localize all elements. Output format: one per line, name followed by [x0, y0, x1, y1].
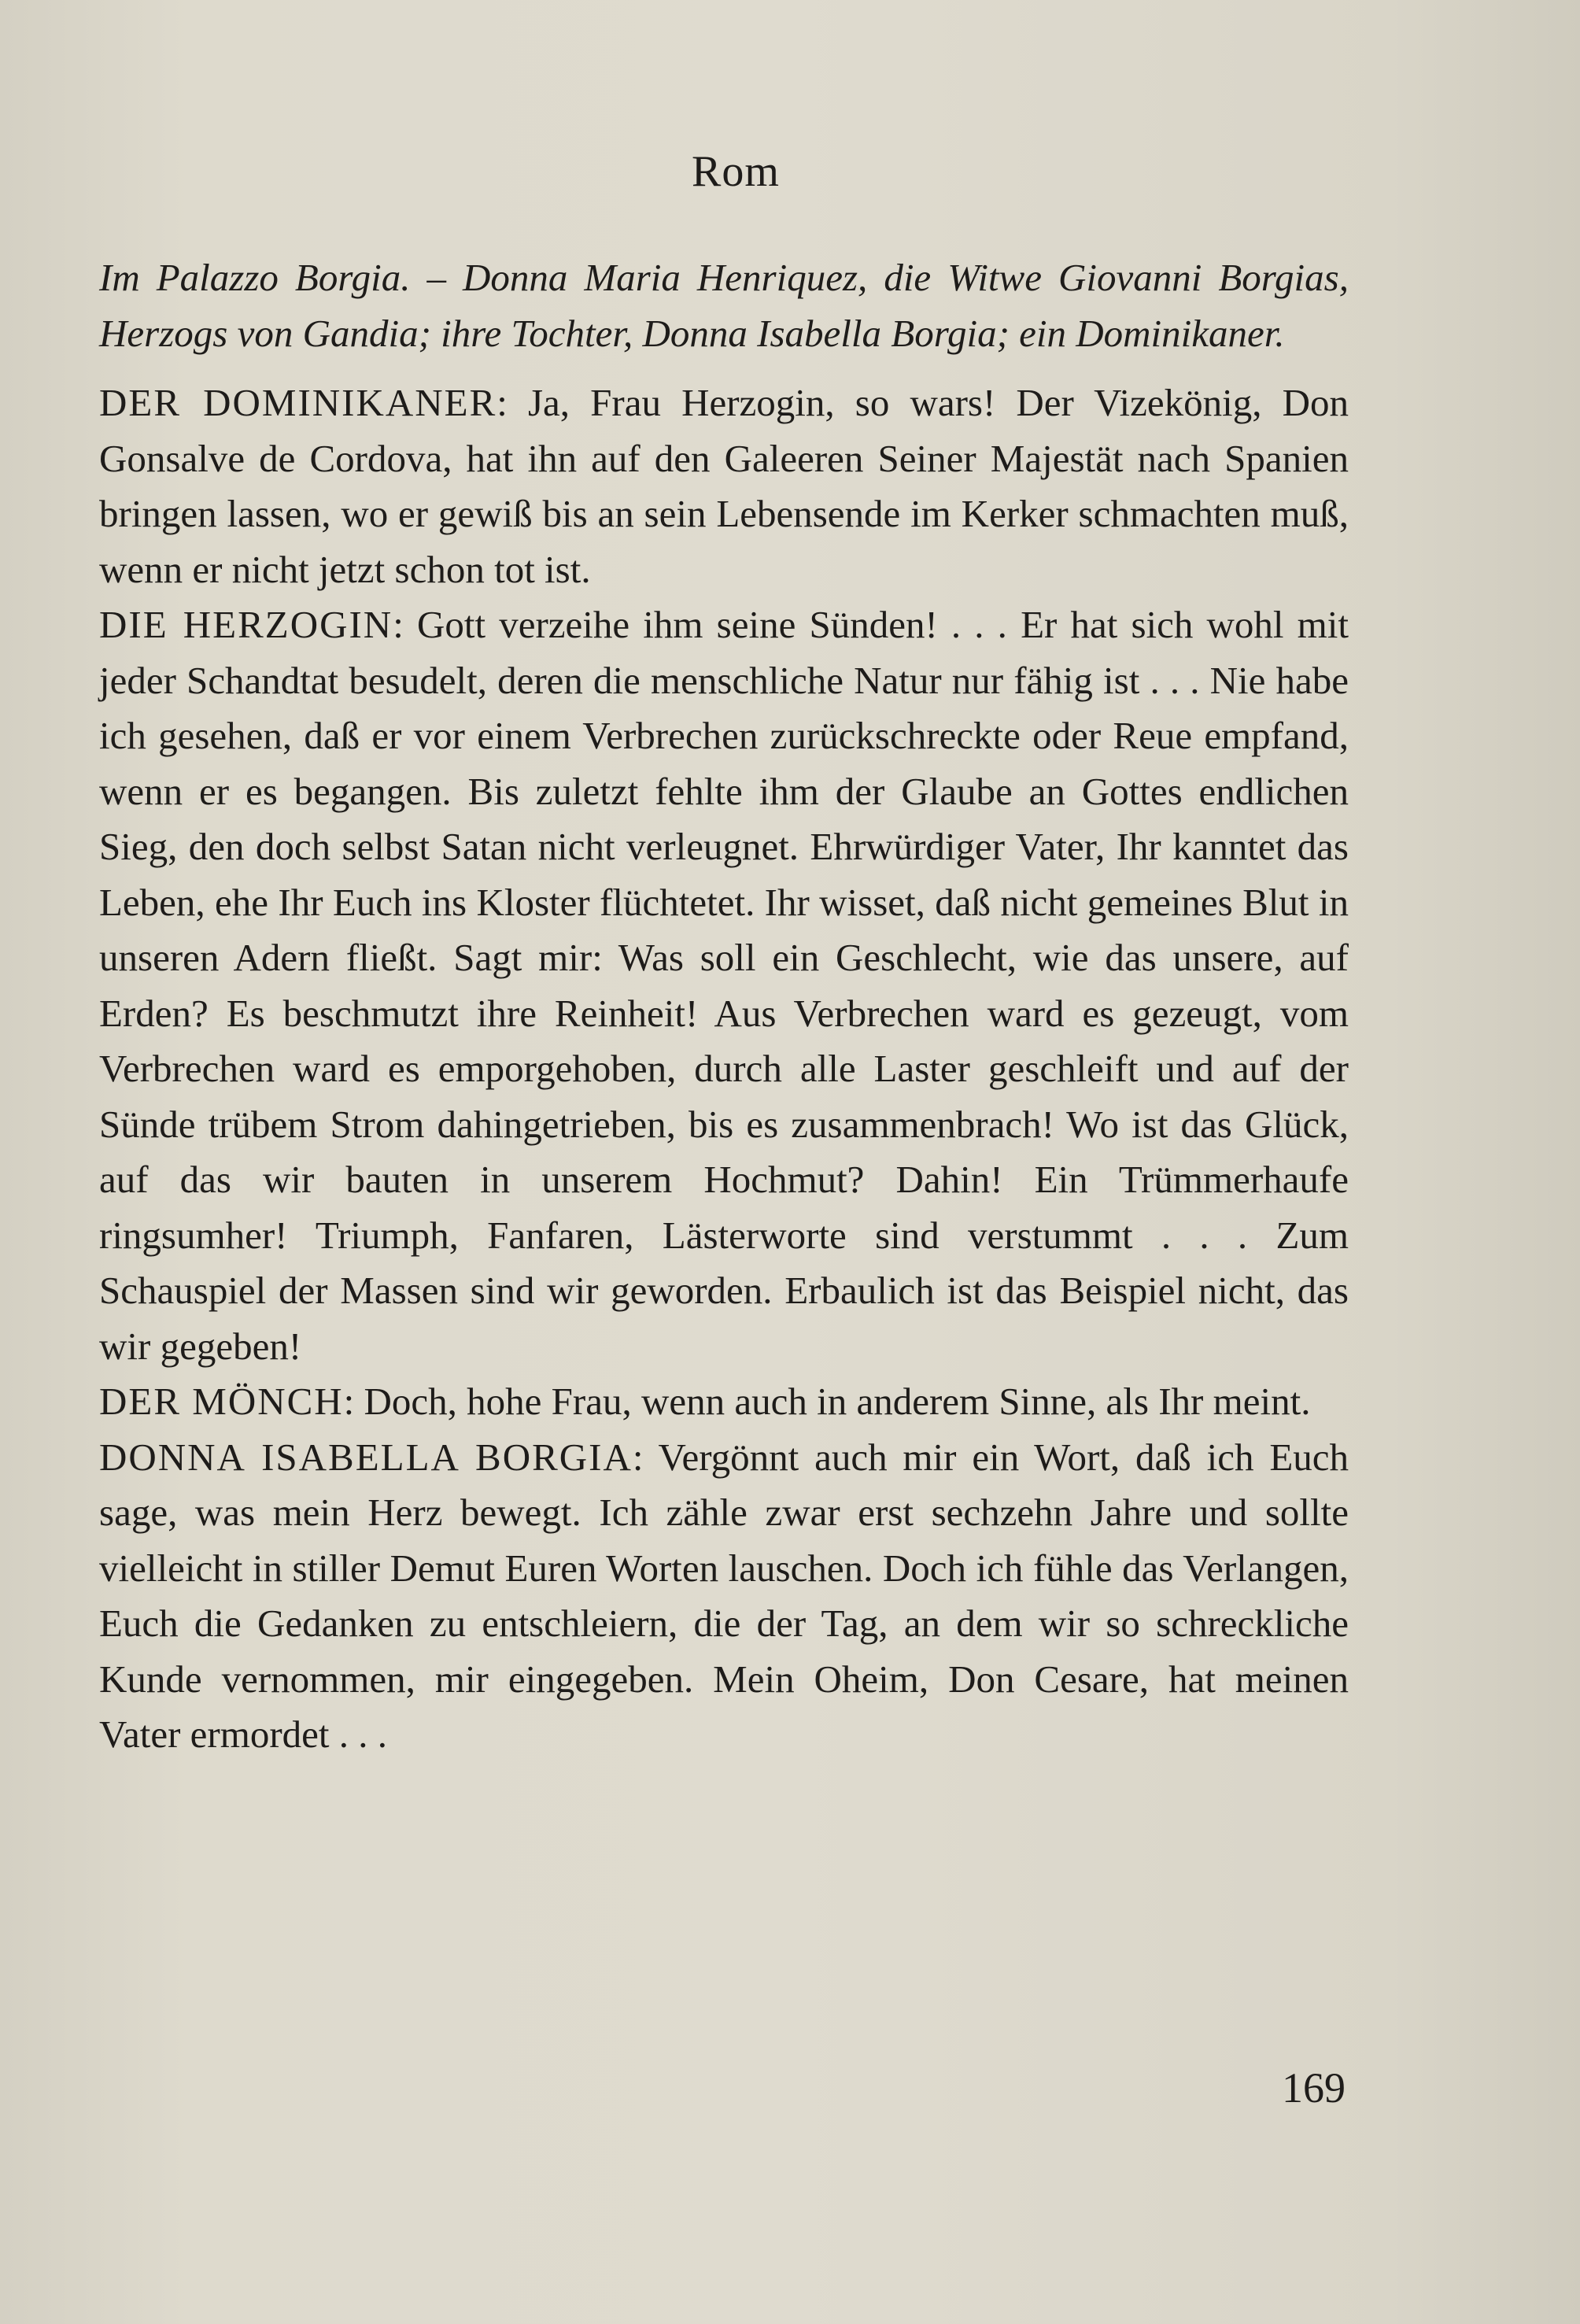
speaker-name: DONNA ISABELLA BORGIA — [99, 1435, 633, 1479]
speech-herzogin: DIE HERZOGIN: Gott verzeihe ihm seine Sünden! . . . Er hat sich wohl mit jeder Schandtat besudelt, deren die menschliche Natur nur fähig ist . . . Nie habe ich gesehen, daß er vor einem Verbrechen zurückschreckte oder Reue empfand, wenn er es begangen. Bis zuletzt fehlte ihm der Glaube an Gottes endlichen Sieg, den doch selbst Satan nicht verleugnet. Ehrwürdiger Vater, Ihr kanntet das Leben, ehe Ihr Euch ins Kloster flüchtetet. Ihr wisset, daß nicht gemeines Blut in unseren Adern fließt. Sagt mir: Was soll ein Geschlecht, wie das unsere, auf Erden? Es beschmutzt ihre Reinheit! Aus Verbrechen ward es gezeugt, vom Verbrechen ward es emporgehoben, durch alle Laster geschleift und auf der Sünde trübem Strom dahingetrieben, bis es zusammenbrach! Wo ist das Glück, auf das wir bauten in unserem Hochmut? Dahin! Ein Trümmerhaufe ringsumher! Triumph, Fanfaren, Lästerworte sind verstummt . . . Zum Schauspiel der Massen sind wir geworden. Erbaulich ist das Beispiel nicht, das wir gegeben! — [99, 603, 1349, 1368]
running-title: Rom — [692, 147, 780, 196]
speech-text: Doch, hohe Frau, wenn auch in anderem Sinne, als Ihr meint. — [364, 1380, 1311, 1423]
speech-dominikaner: DER DOMINIKANER: Ja, Frau Herzogin, so wars! Der Vizekönig, Don Gonsalve de Cordova, hat ihn auf den Galeeren Seiner Majestät nach Spanien bringen lassen, wo er gewiß bis an sein Lebensende im Kerker schmachten muß, wenn er nicht jetzt schon tot ist. — [99, 381, 1349, 591]
speech-moench: DER MÖNCH: Doch, hohe Frau, wenn auch in anderem Sinne, als Ihr meint. — [99, 1380, 1311, 1423]
speech-isabella: DONNA ISABELLA BORGIA: Vergönnt auch mir ein Wort, daß ich Euch sage, was mein Herz bewegt. Ich zähle zwar erst sechzehn Jahre und sollte vielleicht in stiller Demut Euren Worten lauschen. Doch ich fühle das Verlangen, Euch die Gedanken zu entschleiern, die der Tag, an dem wir so schreckliche Kunde vernommen, mir eingegeben. Mein Oheim, Don Cesare, hat meinen Vater ermordet . . . — [99, 1435, 1349, 1756]
speaker-name: DIE HERZOGIN — [99, 603, 393, 646]
speaker-name: DER MÖNCH — [99, 1380, 344, 1423]
speech-text: Vergönnt auch mir ein Wort, daß ich Euch sage, was mein Herz bewegt. Ich zähle zwar erst sechzehn Jahre und sollte vielleicht in stiller Demut Euren Worten lauschen. Doch ich fühle das Verlangen, Euch die Gedanken zu entschleiern, die der Tag, an dem wir so schreckliche Kunde vernommen, mir eingegeben. Mein Oheim, Don Cesare, hat meinen Vater ermordet . . . — [99, 1435, 1349, 1756]
speech-text: Ja, Frau Herzogin, so wars! Der Vizekönig, Don Gonsalve de Cordova, hat ihn auf den Galeeren Seiner Majestät nach Spanien bringen lassen, wo er gewiß bis an sein Lebensende im Kerker schmachten muß, wenn er nicht jetzt schon tot ist. — [99, 381, 1349, 591]
stage-direction: Im Palazzo Borgia. – Donna Maria Henriquez, die Witwe Giovanni Borgias, Herzogs von Gandia; ihre Tochter, Donna Isabella Borgia; ein Dominikaner. — [99, 256, 1349, 355]
speaker-name: DER DOMINIKANER — [99, 381, 497, 424]
page-number: 169 — [1282, 2064, 1346, 2112]
speech-text: Gott verzeihe ihm seine Sünden! . . . Er hat sich wohl mit jeder Schandtat besudelt, deren die menschliche Natur nur fähig ist . . . Nie habe ich gesehen, daß er vor einem Verbrechen zurückschreckte oder Reue empfand, wenn er es begangen. Bis zuletzt fehlte ihm der Glaube an Gottes endlichen Sieg, den doch selbst Satan nicht verleugnet. Ehrwürdiger Vater, Ihr kanntet das Leben, ehe Ihr Euch ins Kloster flüchtetet. Ihr wisset, daß nicht gemeines Blut in unseren Adern fließt. Sagt mir: Was soll ein Geschlecht, wie das unsere, auf Erden? Es beschmutzt ihre Reinheit! Aus Verbrechen ward es gezeugt, vom Verbrechen ward es emporgehoben, durch alle Laster geschleift und auf der Sünde trübem Strom dahingetrieben, bis es zusammenbrach! Wo ist das Glück, auf das wir bauten in unserem Hochmut? Dahin! Ein Trümmerhaufe ringsumher! Triumph, Fanfaren, Lästerworte sind verstummt . . . Zum Schauspiel der Massen sind wir geworden. Erbaulich ist das Beispiel nicht, das wir gegeben! — [99, 603, 1349, 1368]
page-body — [99, 250, 1349, 1763]
